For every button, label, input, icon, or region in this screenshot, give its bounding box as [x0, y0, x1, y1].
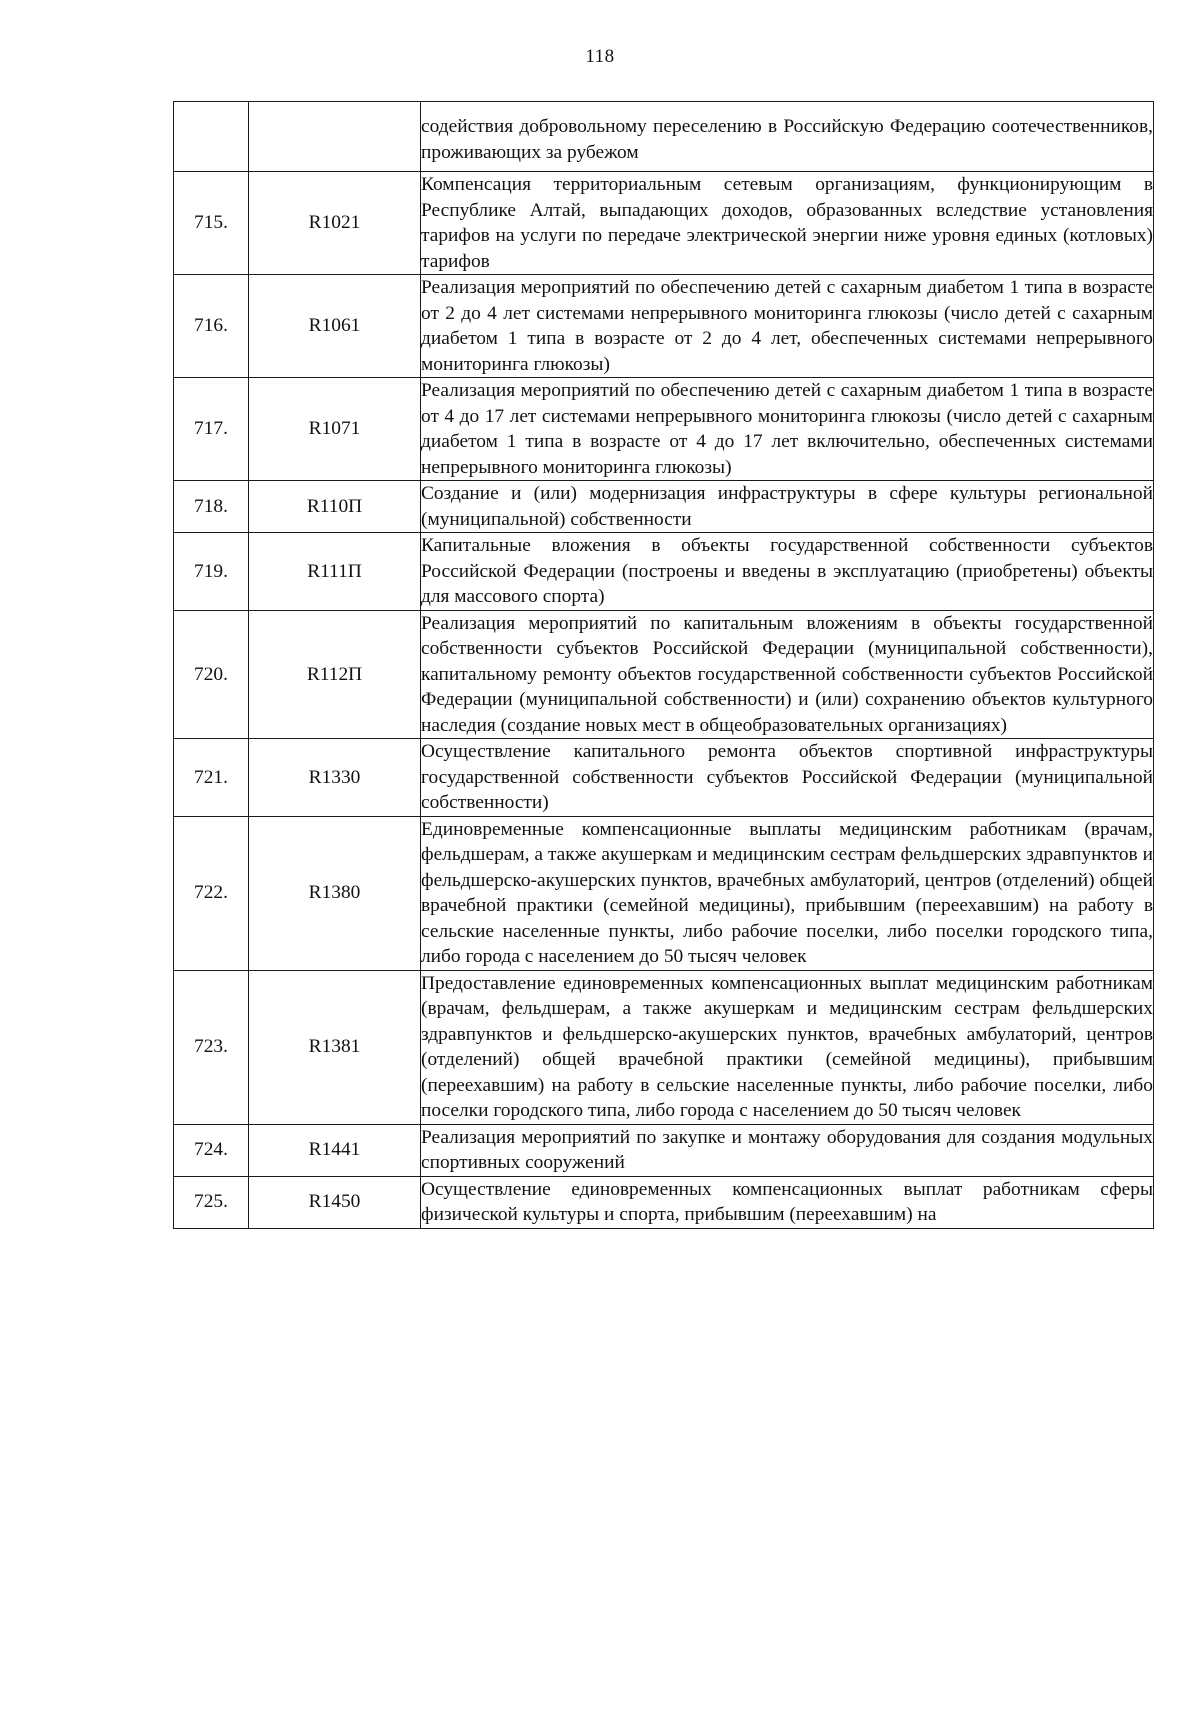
- row-description: Компенсация территориальным сетевым организациям, функционирующим в Республике Алтай, выпадающих доходов, образованных вследствие установления тарифов на услуги по передаче электрической энергии ниже уровня единых (котловых) тарифов: [421, 172, 1154, 275]
- row-description: Осуществление капитального ремонта объектов спортивной инфраструктуры государственной собственности субъектов Российской Федерации (муниципальной собственности): [421, 739, 1154, 817]
- table-row: [174, 481, 1154, 533]
- row-code: R1381: [249, 970, 421, 1124]
- row-number: [174, 102, 249, 172]
- row-code: R1061: [249, 275, 421, 378]
- row-code: R1021: [249, 172, 421, 275]
- row-description: Реализация мероприятий по закупке и монтажу оборудования для создания модульных спортивных сооружений: [421, 1124, 1154, 1176]
- row-description: Капитальные вложения в объекты государственной собственности субъектов Российской Федерации (построены и введены в эксплуатацию (приобретены) объекты для массового спорта): [421, 533, 1154, 611]
- row-number: 723.: [174, 970, 249, 1124]
- page-number: 118: [585, 46, 615, 67]
- row-number: 719.: [174, 533, 249, 611]
- table-row: [174, 739, 1154, 817]
- table-row: [174, 172, 1154, 275]
- table-row: [174, 102, 1154, 172]
- row-number: 715.: [174, 172, 249, 275]
- row-number: 716.: [174, 275, 249, 378]
- row-code: R1330: [249, 739, 421, 817]
- row-description: Осуществление единовременных компенсационных выплат работникам сферы физической культуры и спорта, прибывшим (переехавшим) на: [421, 1176, 1154, 1228]
- row-description: Единовременные компенсационные выплаты медицинским работникам (врачам, фельдшерам, а также акушеркам и медицинским сестрам фельдшерских здравпунктов и фельдшерско-акушерских пунктов, врачебных амбулаторий, центров (отделений) общей врачебной практики (семейной медицины), прибывшим (переехавшим) на работу в сельские населенные пункты, либо рабочие поселки, либо поселки городского типа, либо города с населением до 50 тысяч человек: [421, 816, 1154, 970]
- codes-table: [173, 101, 1154, 1229]
- row-code: R1450: [249, 1176, 421, 1228]
- row-code: R1441: [249, 1124, 421, 1176]
- row-description: Создание и (или) модернизация инфраструктуры в сфере культуры региональной (муниципальной) собственности: [421, 481, 1154, 533]
- row-code: R1071: [249, 378, 421, 481]
- row-code: [249, 102, 421, 172]
- row-description: Реализация мероприятий по обеспечению детей с сахарным диабетом 1 типа в возрасте от 4 до 17 лет системами непрерывного мониторинга глюкозы (число детей с сахарным диабетом 1 типа в возрасте от 4 до 17 лет включительно, обеспеченных системами непрерывного мониторинга глюкозы): [421, 378, 1154, 481]
- row-number: 720.: [174, 610, 249, 739]
- row-code: R112П: [249, 610, 421, 739]
- table-row: [174, 610, 1154, 739]
- row-description: Реализация мероприятий по обеспечению детей с сахарным диабетом 1 типа в возрасте от 2 до 4 лет системами непрерывного мониторинга глюкозы (число детей с сахарным диабетом 1 типа в возрасте от 2 до 4 лет, обеспеченных системами непрерывного мониторинга глюкозы): [421, 275, 1154, 378]
- row-number: 725.: [174, 1176, 249, 1228]
- table-row: [174, 1176, 1154, 1228]
- row-description: Предоставление единовременных компенсационных выплат медицинским работникам (врачам, фельдшерам, а также акушеркам и медицинским сестрам фельдшерских здравпунктов и фельдшерско-акушерских пунктов, врачебных амбулаторий, центров (отделений) общей врачебной практики (семейной медицины), прибывшим (переехавшим) на работу в сельские населенные пункты, либо рабочие поселки, либо поселки городского типа, либо города с населением до 50 тысяч человек: [421, 970, 1154, 1124]
- table-row: [174, 970, 1154, 1124]
- row-number: 724.: [174, 1124, 249, 1176]
- table-row: [174, 275, 1154, 378]
- row-number: 722.: [174, 816, 249, 970]
- table-row: [174, 1124, 1154, 1176]
- table-row: [174, 816, 1154, 970]
- row-code: R110П: [249, 481, 421, 533]
- row-description: Реализация мероприятий по капитальным вложениям в объекты государственной собственности субъектов Российской Федерации (муниципальной собственности), капитальному ремонту объектов государственной собственности субъектов Российской Федерации (муниципальной собственности) и (или) сохранению объектов культурного наследия (создание новых мест в общеобразовательных организациях): [421, 610, 1154, 739]
- row-number: 721.: [174, 739, 249, 817]
- row-number: 718.: [174, 481, 249, 533]
- table-row: [174, 378, 1154, 481]
- table-row: [174, 533, 1154, 611]
- row-number: 717.: [174, 378, 249, 481]
- row-code: R1380: [249, 816, 421, 970]
- row-code: R111П: [249, 533, 421, 611]
- row-description: содействия добровольному переселению в Российскую Федерацию соотечественников, проживающих за рубежом: [421, 102, 1154, 172]
